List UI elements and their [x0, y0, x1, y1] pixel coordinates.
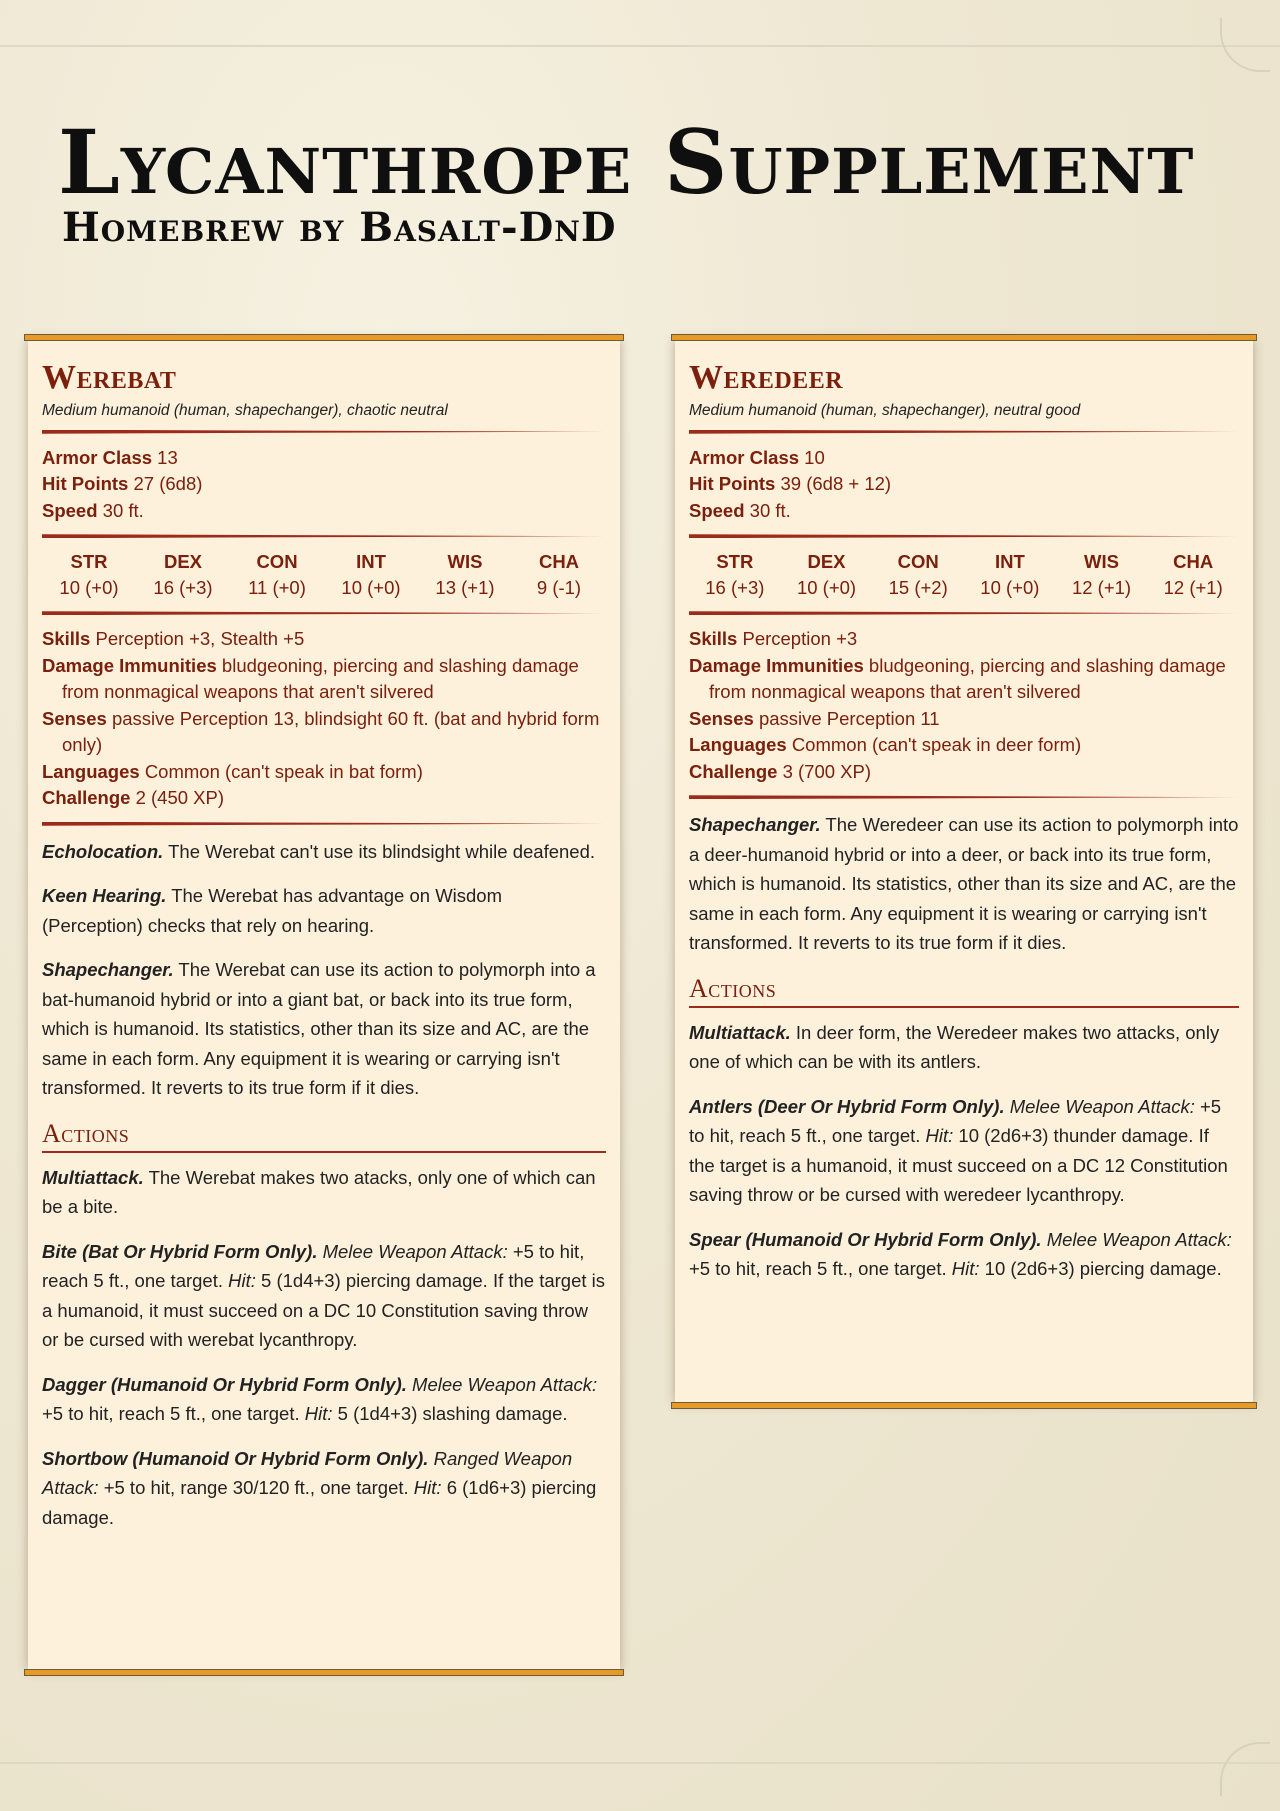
section-divider: [689, 795, 1239, 799]
ability-value: 10 (+0): [796, 577, 857, 599]
trait-echolocation: [42, 837, 606, 867]
stat-block-bottom-bar: [671, 1402, 1257, 1409]
action-antlers: [689, 1092, 1239, 1210]
skills: [42, 626, 606, 653]
challenge: [689, 759, 1239, 786]
ability-name: CHA: [1173, 551, 1214, 573]
trait-shapechanger: [42, 955, 606, 1103]
creature-type: Medium humanoid (human, shapechanger), chaotic neutral: [42, 401, 448, 419]
hit-text: 5 (1d4+3) piercing damage. If the target is a humanoid, it must succeed on a DC 10 Constitution saving throw or be cursed with werebat lycanthropy.: [42, 1270, 606, 1351]
ability-int: [964, 549, 1056, 601]
action-multiattack: [689, 1018, 1239, 1077]
armor-class: [689, 445, 1239, 472]
action-dagger: [42, 1370, 606, 1429]
stat-block-top-bar: [671, 334, 1257, 341]
ability-value: 11 (+0): [248, 577, 306, 599]
ability-scores: [42, 549, 606, 601]
armor-class-label: Armor Class: [689, 446, 800, 468]
document-subtitle: Homebrew by Basalt-DnD: [62, 204, 617, 251]
action-name: Dagger (Humanoid Or Hybrid Form Only).: [42, 1373, 407, 1395]
action-spear: [689, 1225, 1239, 1284]
attack-type: Melee Weapon Attack:: [412, 1373, 598, 1395]
action-bite: [42, 1237, 606, 1355]
speed-value: 30 ft.: [102, 499, 144, 521]
ability-con: [230, 549, 324, 601]
languages-label: Languages: [42, 760, 140, 782]
senses: [689, 706, 1239, 733]
section-divider: [42, 534, 606, 538]
attack-type: Melee Weapon Attack:: [1046, 1228, 1232, 1250]
ability-value: 13 (+1): [435, 577, 495, 599]
section-divider: [689, 534, 1239, 538]
attack-text: +5 to hit, reach 5 ft., one target.: [689, 1258, 947, 1280]
ability-str: [689, 549, 781, 601]
senses: [42, 706, 606, 759]
senses-label: Senses: [689, 707, 754, 729]
trait-text: The Werebat has advantage on Wisdom (Perception) checks that rely on hearing.: [42, 885, 503, 936]
page-frame-bottom: [0, 1762, 1280, 1764]
ability-value: 12 (+1): [1071, 577, 1132, 599]
trait-keen-hearing: [42, 881, 606, 940]
skills: [689, 626, 1239, 653]
languages: [689, 732, 1239, 759]
actions-heading: Actions: [42, 1118, 606, 1153]
armor-class-value: 10: [804, 446, 825, 468]
hit-points-label: Hit Points: [689, 473, 776, 495]
armor-class-label: Armor Class: [42, 446, 153, 468]
action-name: Shortbow (Humanoid Or Hybrid Form Only).: [42, 1447, 429, 1469]
stat-block-weredeer: [675, 340, 1253, 1403]
ability-value: 15 (+2): [888, 577, 948, 599]
speed-label: Speed: [689, 499, 745, 521]
speed: [689, 498, 1239, 525]
armor-class: [42, 445, 606, 472]
hit-points: [689, 471, 1239, 498]
senses-value: passive Perception 13, blindsight 60 ft. (bat and hybrid form only): [62, 707, 600, 756]
creature-name: Werebat: [42, 359, 177, 396]
ability-value: 10 (+0): [59, 577, 119, 599]
action-multiattack: [42, 1163, 606, 1222]
ability-value: 12 (+1): [1163, 577, 1223, 599]
challenge: [42, 785, 606, 812]
actions-list: [42, 1163, 606, 1533]
ability-dex: [781, 549, 873, 601]
trait-name: Shapechanger.: [42, 959, 174, 981]
languages: [42, 759, 606, 786]
attack-text: +5 to hit, range 30/120 ft., one target.: [103, 1477, 409, 1499]
skills-value: Perception +3: [742, 628, 858, 650]
ability-cha: [1147, 549, 1239, 601]
ability-name: DEX: [807, 551, 846, 573]
section-divider: [689, 611, 1239, 615]
stat-block-top-bar: [24, 334, 624, 341]
action-name: Multiattack.: [42, 1166, 144, 1188]
armor-class-value: 13: [157, 446, 178, 468]
languages-label: Languages: [689, 734, 787, 756]
damage-immunities-label: Damage Immunities: [42, 654, 217, 676]
ability-name: STR: [70, 551, 108, 573]
ability-int: [324, 549, 418, 601]
ability-name: CON: [256, 551, 298, 573]
trait-shapechanger: [689, 810, 1239, 958]
ability-wis: [418, 549, 512, 601]
hit-label: Hit:: [228, 1270, 256, 1292]
challenge-label: Challenge: [689, 760, 778, 782]
section-divider: [42, 430, 606, 434]
action-text: The Werebat makes two atacks, only one of which can be a bite.: [42, 1166, 596, 1218]
languages-value: Common (can't speak in bat form): [144, 760, 423, 782]
attack-text: +5 to hit, reach 5 ft., one target.: [42, 1240, 585, 1292]
section-divider: [42, 822, 606, 826]
stat-block-werebat: [28, 340, 620, 1670]
hit-label: Hit:: [951, 1258, 980, 1280]
hit-points: [42, 471, 606, 498]
ability-name: WIS: [447, 551, 483, 573]
ability-value: 10 (+0): [341, 577, 401, 599]
action-name: Antlers (Deer Or Hybrid Form Only).: [689, 1095, 1005, 1117]
ability-value: 10 (+0): [980, 577, 1040, 599]
action-text: In deer form, the Weredeer makes two attacks, only one of which can be with its antlers.: [689, 1021, 1220, 1073]
actions-heading: Actions: [689, 973, 1239, 1008]
skills-label: Skills: [689, 628, 738, 650]
ability-con: [872, 549, 964, 601]
action-name: Bite (Bat Or Hybrid Form Only).: [42, 1240, 318, 1262]
ability-wis: [1056, 549, 1148, 601]
document-title: Lycanthrope Supplement: [58, 110, 1195, 214]
ability-name: WIS: [1084, 551, 1119, 573]
skills-label: Skills: [42, 628, 91, 650]
ability-name: STR: [716, 551, 754, 573]
damage-immunities-label: Damage Immunities: [689, 654, 864, 676]
challenge-label: Challenge: [42, 787, 131, 809]
section-divider: [42, 611, 606, 615]
skills-value: Perception +3, Stealth +5: [95, 628, 305, 650]
hit-text: 10 (2d6+3) thunder damage. If the target is a humanoid, it must succeed on a DC 12 Constitution saving throw or be cursed with weredeer lycanthropy.: [689, 1125, 1228, 1206]
languages-value: Common (can't speak in deer form): [791, 734, 1082, 756]
ability-dex: [136, 549, 230, 601]
ability-value: 16 (+3): [153, 577, 213, 599]
action-name: Spear (Humanoid Or Hybrid Form Only).: [689, 1228, 1042, 1250]
trait-text: The Werebat can't use its blindsight while deafened.: [168, 840, 596, 862]
creature-type: Medium humanoid (human, shapechanger), neutral good: [689, 401, 1081, 419]
attack-type: Melee Weapon Attack:: [322, 1240, 508, 1262]
trait-text: The Werebat can use its action to polymorph into a bat-humanoid hybrid or into a giant bat, or back into its true form, which is humanoid. Its statistics, other than its size and AC, are the same in each form. Any equipment it is wearing or carrying isn't transformed. It reverts to its true form if it dies.: [42, 959, 596, 1099]
hit-text: 10 (2d6+3) piercing damage.: [984, 1258, 1222, 1280]
hit-label: Hit:: [413, 1477, 442, 1499]
attack-text: +5 to hit, reach 5 ft., one target.: [42, 1403, 300, 1425]
damage-immunities-value: bludgeoning, piercing and slashing damage from nonmagical weapons that aren't silvered: [62, 654, 579, 703]
ability-value: 9 (-1): [536, 577, 582, 599]
creature-name: Weredeer: [689, 359, 844, 396]
attack-text: +5 to hit, reach 5 ft., one target.: [689, 1095, 1222, 1147]
ability-name: DEX: [163, 551, 203, 573]
ability-name: INT: [356, 551, 386, 573]
speed-label: Speed: [42, 499, 98, 521]
hit-text: 6 (1d6+3) piercing damage.: [42, 1477, 597, 1528]
corner-ornament-top-right: [1220, 18, 1270, 72]
page-frame-top: [0, 45, 1280, 47]
ability-name: CHA: [538, 551, 580, 573]
damage-immunities: [42, 653, 606, 706]
ability-cha: [512, 549, 606, 601]
stat-block-bottom-bar: [24, 1669, 624, 1676]
challenge-value: 2 (450 XP): [135, 787, 224, 809]
hit-points-label: Hit Points: [42, 473, 129, 495]
hit-points-value: 27 (6d8): [133, 473, 203, 495]
ability-scores: [689, 549, 1239, 601]
ability-name: CON: [897, 551, 939, 573]
corner-ornament-bottom-right: [1220, 1742, 1270, 1796]
senses-value: passive Perception 11: [758, 707, 940, 729]
damage-immunities: [689, 653, 1239, 706]
hit-label: Hit:: [925, 1125, 954, 1147]
trait-name: Echolocation.: [42, 840, 164, 862]
challenge-value: 3 (700 XP): [782, 760, 871, 782]
damage-immunities-value: bludgeoning, piercing and slashing damage from nonmagical weapons that aren't silvered: [709, 654, 1226, 703]
hit-points-value: 39 (6d8 + 12): [780, 473, 892, 495]
action-shortbow: [42, 1444, 606, 1533]
attack-type: Melee Weapon Attack:: [1009, 1095, 1195, 1117]
trait-name: Keen Hearing.: [42, 885, 167, 907]
speed-value: 30 ft.: [749, 499, 791, 521]
actions-list: [689, 1018, 1239, 1284]
speed: [42, 498, 606, 525]
ability-value: 16 (+3): [705, 577, 765, 599]
trait-text: The Weredeer can use its action to polymorph into a deer-humanoid hybrid or into a deer, or back into its true form, which is humanoid. Its statistics, other than its size and AC, are the same in each form. Any equipment it is wearing or carrying isn't transformed. It reverts to its true form if it dies.: [689, 814, 1239, 954]
hit-label: Hit:: [304, 1403, 333, 1425]
senses-label: Senses: [42, 707, 107, 729]
attack-type: Ranged Weapon Attack:: [42, 1447, 573, 1499]
trait-name: Shapechanger.: [689, 814, 821, 836]
ability-name: INT: [994, 551, 1025, 573]
ability-str: [42, 549, 136, 601]
action-name: Multiattack.: [689, 1021, 791, 1043]
hit-text: 5 (1d4+3) slashing damage.: [337, 1403, 568, 1425]
section-divider: [689, 430, 1239, 434]
